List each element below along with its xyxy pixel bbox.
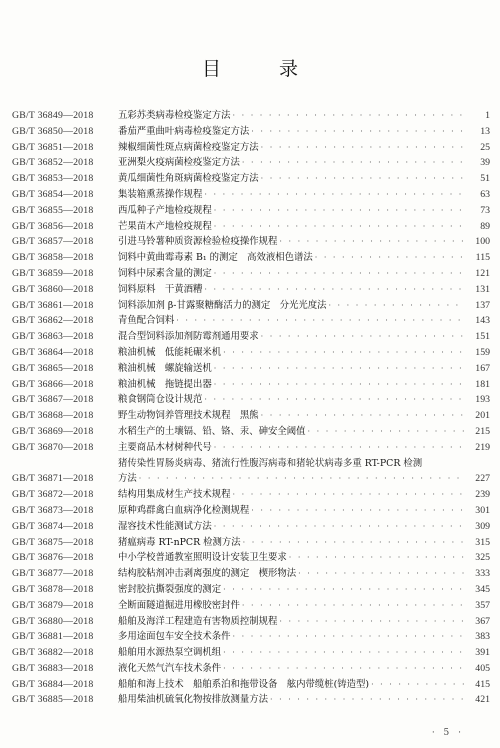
standard-code: GB/T 36870—2018 <box>12 441 94 453</box>
entry-title-line1: 猪传染性胃肠炎病毒、猪流行性腹泻病毒和猪轮状病毒多重 RT-PCR 检测 <box>118 457 423 469</box>
toc-entry[interactable] <box>12 661 490 677</box>
entry-title: 原种鸡群禽白血病净化检测规程 <box>118 504 250 516</box>
page-number: · 5 · <box>431 728 464 738</box>
entry-title: 西瓜种子产地检疫规程 <box>118 204 212 216</box>
dot-leader <box>223 661 464 677</box>
entry-title: 船舶和海上技术 船舶系泊和拖带设备 舷内带缆桩(铸造型) <box>118 678 370 690</box>
toc-entry[interactable] <box>12 266 490 282</box>
entry-title: 引进马铃薯种质资源检验检疫操作规程 <box>118 236 278 248</box>
entry-page-number: 89 <box>480 220 490 232</box>
entry-title: 粮油机械 低能耗碾米机 <box>118 346 222 358</box>
toc-entry[interactable] <box>12 440 490 456</box>
toc-entry[interactable] <box>12 503 490 519</box>
toc-entry[interactable] <box>12 203 490 219</box>
toc-entry[interactable] <box>12 329 490 345</box>
standard-code: GB/T 36853—2018 <box>12 173 94 185</box>
entry-page-number: 181 <box>475 378 490 390</box>
entry-title: 亚洲梨火疫病菌检疫鉴定方法 <box>118 157 240 169</box>
entry-page-number: 121 <box>475 267 490 279</box>
standard-code: GB/T 36877—2018 <box>12 568 94 580</box>
dot-leader <box>328 298 464 314</box>
entry-title: 结构胶粘剂冲击剥离强度的测定 楔形物法 <box>118 568 297 580</box>
toc-entry[interactable] <box>12 298 490 314</box>
entry-page-number: 383 <box>475 631 490 643</box>
toc-entry[interactable] <box>12 424 490 440</box>
toc-entry[interactable] <box>12 456 490 488</box>
dot-leader <box>139 471 464 487</box>
dot-leader <box>261 408 464 424</box>
toc-entry[interactable] <box>12 282 490 298</box>
entry-page-number: 345 <box>475 583 490 595</box>
standard-code: GB/T 36883—2018 <box>12 662 94 674</box>
entry-title: 船舶用水源热泵空调机组 <box>118 647 222 659</box>
standard-code: GB/T 36885—2018 <box>12 694 94 706</box>
standard-code: GB/T 36860—2018 <box>12 283 94 295</box>
standard-code: GB/T 36871—2018 <box>12 473 94 485</box>
entry-title: 饲料中黄曲霉毒素 B₁ 的测定 高效液相色谱法 <box>118 252 313 264</box>
dot-leader <box>223 645 464 661</box>
entry-title: 粮食钢筒仓设计规范 <box>118 394 203 406</box>
dot-leader <box>204 282 464 298</box>
entry-title: 湿容技术性能测试方法 <box>118 520 212 532</box>
standard-code: GB/T 36864—2018 <box>12 346 94 358</box>
standard-code: GB/T 36856—2018 <box>12 220 94 232</box>
entry-title: 主要商品木材树种代号 <box>118 441 212 453</box>
dot-leader <box>279 234 464 250</box>
toc-entry[interactable] <box>12 234 490 250</box>
toc-entry[interactable] <box>12 124 490 140</box>
toc-entry[interactable] <box>12 614 490 630</box>
standard-code: GB/T 36869—2018 <box>12 425 94 437</box>
dot-leader <box>315 250 464 266</box>
entry-page-number: 167 <box>475 362 490 374</box>
dot-leader <box>243 535 464 551</box>
entry-page-number: 357 <box>475 599 490 611</box>
entry-title: 芒果苗木产地检疫规程 <box>118 220 212 232</box>
entry-title: 船用柴油机硫氧化物按排放测量方法 <box>118 694 269 706</box>
entry-page-number: 367 <box>475 615 490 627</box>
entry-title: 多用途面包车安全技术条件 <box>118 631 231 643</box>
entry-page-number: 131 <box>475 283 490 295</box>
entry-title: 水稻生产的土壤镉、铅、铬、汞、砷安全阈值 <box>118 425 306 437</box>
toc-entry[interactable] <box>12 535 490 551</box>
dot-leader <box>308 424 464 440</box>
standard-code: GB/T 36879—2018 <box>12 599 94 611</box>
entry-title: 饲料原料 干黄酒糟 <box>118 283 203 295</box>
entry-page-number: 1 <box>485 110 490 121</box>
toc-entry[interactable] <box>12 155 490 171</box>
dot-leader <box>261 171 464 187</box>
dot-leader <box>223 582 464 598</box>
entry-page-number: 215 <box>475 425 490 437</box>
entry-page-number: 219 <box>475 441 490 453</box>
entry-title: 粮油机械 螺旋输送机 <box>118 362 212 374</box>
entry-title: 粮油机械 拖链提出器 <box>118 378 212 390</box>
dot-leader <box>223 345 464 361</box>
standard-code: GB/T 36850—2018 <box>12 125 94 137</box>
standard-code: GB/T 36882—2018 <box>12 647 94 659</box>
toc-entry[interactable] <box>12 140 490 156</box>
entry-page-number: 333 <box>475 568 490 580</box>
entry-title: 饲料添加剂 β-甘露聚糖酶活力的测定 分光光度法 <box>118 299 327 311</box>
entry-title: 密封胶抗撕裂强度的测定 <box>118 583 222 595</box>
standard-code: GB/T 36852—2018 <box>12 157 94 169</box>
dot-leader <box>214 203 464 219</box>
entry-page-number: 201 <box>475 410 490 422</box>
standard-code: GB/T 36862—2018 <box>12 315 94 327</box>
entry-page-number: 415 <box>475 678 490 690</box>
toc-entry[interactable] <box>12 361 490 377</box>
entry-page-number: 25 <box>480 141 490 153</box>
entry-title: 船舶及海洋工程建造有害物质控制规程 <box>118 615 278 627</box>
standard-code: GB/T 36857—2018 <box>12 236 94 248</box>
dot-leader <box>214 519 464 535</box>
standard-code: GB/T 36868—2018 <box>12 410 94 422</box>
dot-leader <box>204 187 464 203</box>
entry-page-number: 421 <box>475 694 490 706</box>
entry-page-number: 13 <box>480 125 490 137</box>
standard-code: GB/T 36851—2018 <box>12 141 94 153</box>
entry-page-number: 325 <box>475 552 490 564</box>
toc-entry[interactable] <box>12 487 490 503</box>
dot-leader <box>371 677 464 693</box>
entry-page-number: 51 <box>480 173 490 185</box>
entry-title: 饲料中尿素含量的测定 <box>118 267 212 279</box>
toc-entry[interactable] <box>12 313 490 329</box>
entry-title: 五彩苏类病毒检疫鉴定方法 <box>118 110 231 121</box>
standard-code: GB/T 36866—2018 <box>12 378 94 390</box>
entry-title: 黄瓜细菌性角斑病菌检疫鉴定方法 <box>118 173 259 185</box>
dot-leader <box>214 266 464 282</box>
standard-code: GB/T 36859—2018 <box>12 267 94 279</box>
entry-page-number: 315 <box>475 536 490 548</box>
entry-title: 集装箱熏蒸操作规程 <box>118 188 203 200</box>
standard-code: GB/T 36861—2018 <box>12 299 94 311</box>
toc-entry[interactable] <box>12 171 490 187</box>
entry-page-number: 63 <box>480 188 490 200</box>
entry-page-number: 39 <box>480 157 490 169</box>
entry-page-number: 137 <box>475 299 490 311</box>
standard-code: GB/T 36875—2018 <box>12 536 94 548</box>
table-of-contents <box>12 108 490 708</box>
toc-entry[interactable] <box>12 345 490 361</box>
toc-entry[interactable] <box>12 550 490 566</box>
entry-title: 液化天然气汽车技术条件 <box>118 662 222 674</box>
standard-code: GB/T 36855—2018 <box>12 204 94 216</box>
standard-code: GB/T 36876—2018 <box>12 552 94 564</box>
entry-title: 全断面隧道掘进用橡胶密封件 <box>118 599 240 611</box>
toc-entry[interactable] <box>12 566 490 582</box>
entry-page-number: 227 <box>475 473 490 485</box>
dot-leader <box>251 124 464 140</box>
standard-code: GB/T 36880—2018 <box>12 615 94 627</box>
toc-entry[interactable] <box>12 582 490 598</box>
standard-code: GB/T 36874—2018 <box>12 520 94 532</box>
standard-code: GB/T 36873—2018 <box>12 504 94 516</box>
toc-entry[interactable] <box>12 377 490 393</box>
standard-code: GB/T 36863—2018 <box>12 331 94 343</box>
entry-page-number: 239 <box>475 489 490 501</box>
entry-title: 结构用集成材生产技术规程 <box>118 489 231 501</box>
toc-entry[interactable] <box>12 645 490 661</box>
toc-entry[interactable] <box>12 392 490 408</box>
entry-page-number: 391 <box>475 647 490 659</box>
dot-leader <box>233 108 464 124</box>
entry-page-number: 143 <box>475 315 490 327</box>
entry-title: 辣椒细菌性斑点病菌检疫鉴定方法 <box>118 141 259 153</box>
toc-entry[interactable] <box>12 677 490 693</box>
standard-code: GB/T 36878—2018 <box>12 583 94 595</box>
dot-leader <box>261 329 464 345</box>
dot-leader <box>214 377 464 393</box>
dot-leader <box>279 614 464 630</box>
dot-leader <box>298 566 464 582</box>
toc-entry[interactable] <box>12 108 490 124</box>
entry-title: 混合型饲料添加剂防霉剂通用要求 <box>118 331 259 343</box>
dot-leader <box>242 598 464 614</box>
entry-title: 猪瘟病毒 RT-nPCR 检测方法 <box>118 536 241 548</box>
dot-leader <box>242 155 464 171</box>
toc-entry[interactable] <box>12 408 490 424</box>
toc-entry[interactable] <box>12 250 490 266</box>
entry-page-number: 159 <box>475 346 490 358</box>
standard-code: GB/T 36872—2018 <box>12 489 94 501</box>
dot-leader <box>233 629 464 645</box>
entry-title: 青鱼配合饲料 <box>118 315 175 327</box>
toc-entry[interactable] <box>12 598 490 614</box>
entry-page-number: 309 <box>475 520 490 532</box>
standard-code: GB/T 36849—2018 <box>12 110 94 121</box>
dot-leader <box>214 219 464 235</box>
standard-code: GB/T 36881—2018 <box>12 631 94 643</box>
standard-code: GB/T 36858—2018 <box>12 252 94 264</box>
dot-leader <box>214 440 464 456</box>
dot-leader <box>251 503 464 519</box>
entry-title: 方法 <box>118 473 137 485</box>
entry-page-number: 73 <box>480 204 490 216</box>
standard-code: GB/T 36865—2018 <box>12 362 94 374</box>
entry-page-number: 151 <box>475 331 490 343</box>
dot-leader <box>176 313 464 329</box>
dot-leader <box>204 392 464 408</box>
toc-entry[interactable] <box>12 692 490 708</box>
entry-title: 野生动物饲养管理技术规程 黑熊 <box>118 410 259 422</box>
toc-entry[interactable] <box>12 629 490 645</box>
entry-title: 中小学校普通教室照明设计安装卫生要求 <box>118 552 287 564</box>
entry-page-number: 301 <box>475 504 490 516</box>
entry-page-number: 193 <box>475 394 490 406</box>
dot-leader <box>289 550 464 566</box>
toc-entry[interactable] <box>12 187 490 203</box>
dot-leader <box>214 361 464 377</box>
entry-title: 番茄严重曲叶病毒检疫鉴定方法 <box>118 125 250 137</box>
toc-entry[interactable] <box>12 219 490 235</box>
standard-code: GB/T 36854—2018 <box>12 188 94 200</box>
dot-leader <box>233 487 464 503</box>
dot-leader <box>261 140 464 156</box>
dot-leader <box>270 692 464 708</box>
standard-code: GB/T 36867—2018 <box>12 394 94 406</box>
toc-entry[interactable] <box>12 519 490 535</box>
entry-page-number: 405 <box>475 662 490 674</box>
page-title: 目 录 <box>201 58 325 80</box>
standard-code: GB/T 36884—2018 <box>12 678 94 690</box>
entry-page-number: 115 <box>475 252 490 264</box>
entry-page-number: 100 <box>475 236 490 248</box>
